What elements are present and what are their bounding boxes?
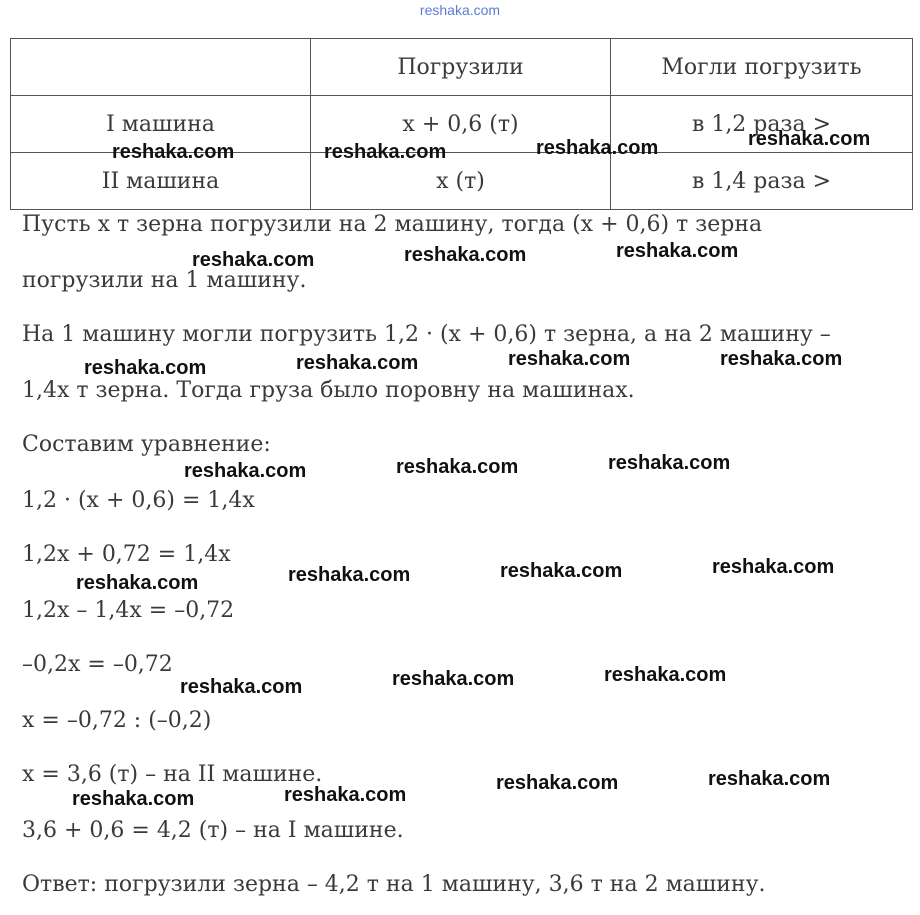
- solution-line: погрузили на 1 машину.: [22, 268, 307, 293]
- table-cell: II машина: [11, 153, 311, 210]
- table-cell: x (т): [311, 153, 611, 210]
- site-header[interactable]: reshaka.com: [419, 2, 501, 18]
- watermark: reshaka.com: [536, 137, 659, 159]
- watermark: reshaka.com: [84, 357, 207, 379]
- watermark: reshaka.com: [608, 452, 731, 474]
- watermark: reshaka.com: [708, 768, 831, 790]
- watermark: reshaka.com: [184, 460, 307, 482]
- watermark: reshaka.com: [396, 456, 519, 478]
- watermark: reshaka.com: [616, 240, 739, 262]
- watermark: reshaka.com: [720, 348, 843, 370]
- solution-line: Пусть x т зерна погрузили на 2 машину, тогда (x + 0,6) т зерна: [22, 212, 763, 237]
- watermark: reshaka.com: [296, 352, 419, 374]
- equation-line: 1,2x – 1,4x = –0,72: [22, 598, 235, 623]
- watermark: reshaka.com: [284, 784, 407, 806]
- loading-table: [10, 38, 913, 210]
- table-cell: в 1,4 раза >: [611, 153, 913, 210]
- watermark: reshaka.com: [496, 772, 619, 794]
- watermark: reshaka.com: [72, 788, 195, 810]
- watermark: reshaka.com: [324, 141, 447, 163]
- watermark: reshaka.com: [288, 564, 411, 586]
- table-cell: в 1,2 раза >: [611, 96, 913, 153]
- equation-line: 3,6 + 0,6 = 4,2 (т) – на I машине.: [22, 818, 404, 843]
- solution-line: Составим уравнение:: [22, 432, 271, 457]
- watermark: reshaka.com: [180, 676, 303, 698]
- solution-line: 1,4x т зерна. Тогда груза было поровну на машинах.: [22, 378, 635, 403]
- watermark: reshaka.com: [76, 572, 199, 594]
- watermark: reshaka.com: [748, 128, 871, 150]
- equation-line: 1,2x + 0,72 = 1,4x: [22, 542, 231, 567]
- table-header-cell: [11, 39, 311, 96]
- table-header-row: [11, 39, 913, 96]
- equation-line: –0,2x = –0,72: [22, 652, 173, 677]
- watermark: reshaka.com: [112, 141, 235, 163]
- equation-line: x = –0,72 : (–0,2): [22, 708, 212, 733]
- equation-line: x = 3,6 (т) – на II машине.: [22, 762, 323, 787]
- answer-line: Ответ: погрузили зерна – 4,2 т на 1 машину, 3,6 т на 2 машину.: [22, 872, 766, 897]
- watermark: reshaka.com: [500, 560, 623, 582]
- table-cell: I машина: [11, 96, 311, 153]
- equation-line: 1,2 · (x + 0,6) = 1,4x: [22, 488, 255, 513]
- watermark: reshaka.com: [508, 348, 631, 370]
- table-cell: x + 0,6 (т): [311, 96, 611, 153]
- watermark: reshaka.com: [404, 244, 527, 266]
- watermark: reshaka.com: [392, 668, 515, 690]
- table-header-cell: Погрузили: [311, 39, 611, 96]
- table-header-cell: Могли погрузить: [611, 39, 913, 96]
- watermark: reshaka.com: [604, 664, 727, 686]
- solution-line: На 1 машину могли погрузить 1,2 · (x + 0,6) т зерна, а на 2 машину –: [22, 322, 831, 347]
- watermark: reshaka.com: [712, 556, 835, 578]
- watermark: reshaka.com: [192, 249, 315, 271]
